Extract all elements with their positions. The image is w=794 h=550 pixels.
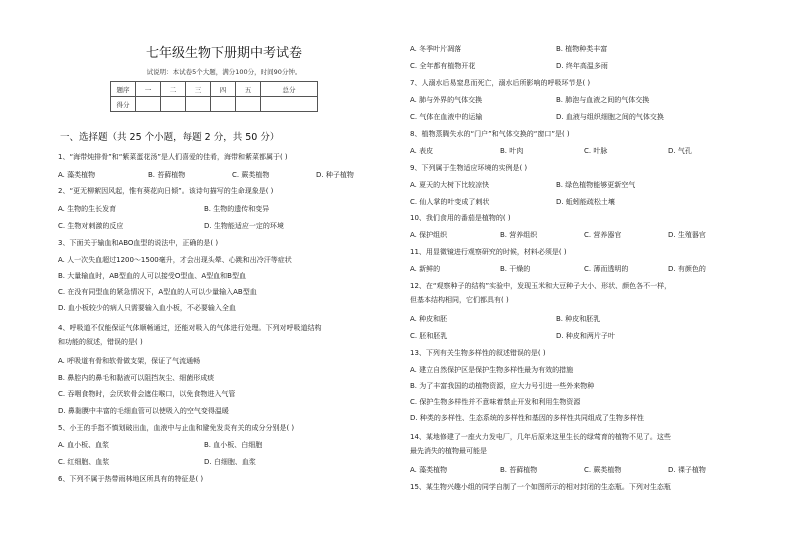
option: C. 胚和胚乳 [410, 332, 448, 340]
score-cell[interactable] [136, 97, 161, 112]
option: B. 种皮和胚乳 [556, 315, 601, 323]
question-10: 10、我们食用的番茄是植物的( ) [410, 214, 511, 222]
page-title: 七年级生物下册期中考试卷 [145, 46, 302, 61]
option: B. 鼻腔内的鼻毛和黏液可以阻挡灰尘、细菌形成痰 [58, 374, 215, 382]
option: D. 生物能适应一定的环境 [204, 222, 284, 230]
score-header-cell: 五 [236, 82, 261, 97]
question-6: 6、下列不属于热带雨林地区所具有的特征是( ) [58, 475, 204, 483]
option: C. 红细胞、血浆 [58, 458, 110, 466]
option: B. 叶肉 [500, 147, 524, 155]
option: B. 血小板、白细胞 [204, 441, 263, 449]
score-header-cell: 四 [211, 82, 236, 97]
option: C. 叶脉 [584, 147, 608, 155]
question-4: 4、呼吸道不仅能保证气体顺畅通过，还能对吸入的气体进行处理。下列对呼吸道结构 [58, 324, 322, 332]
option: B. 绿色植物能够更新空气 [556, 181, 636, 189]
option: B. 为了丰富我国的动植物资源，应大力号引进一些外来物种 [410, 382, 595, 390]
option: D. 终年高温多雨 [556, 62, 608, 70]
option: B. 生物的遗传和变异 [204, 205, 270, 213]
option: C. 全年都有植物开花 [410, 62, 476, 70]
option: C. 蕨类植物 [584, 466, 622, 474]
option: D. 鼻黏膜中丰富的毛细血管可以使吸入的空气变得温暖 [58, 407, 229, 415]
option: D. 种子植物 [316, 171, 354, 179]
question-13: 13、下列有关生物多样性的叙述错误的是( ) [410, 349, 546, 357]
question-12-cont: 但基本结构相同，它们都具有( ) [410, 296, 509, 304]
option: B. 苔藓植物 [148, 171, 186, 179]
option: C. 生物对刺激的反应 [58, 222, 124, 230]
option: D. 种皮和两片子叶 [556, 332, 615, 340]
option: A. 夏天的大树下比较凉快 [410, 181, 490, 189]
option: A. 人一次失血超过1200～1500毫升，才会出现头晕、心跳和出冷汗等症状 [58, 256, 292, 264]
score-value-row [111, 97, 318, 112]
option: D. 裸子植物 [668, 466, 706, 474]
score-cell[interactable] [186, 97, 211, 112]
score-cell[interactable] [211, 97, 236, 112]
option: D. 种类的多样性、生态系统的多样性和基因的多样性共同组成了生物多样性 [410, 414, 644, 422]
option: C. 保护生物多样性并不意味着禁止开发和利用生物资源 [410, 398, 581, 406]
option: C. 薄而透明的 [584, 265, 629, 273]
question-11: 11、用显微镜进行观察研究的时候，材料必须是( ) [410, 248, 567, 256]
option: C. 在没有同型血的紧急情况下，A型血的人可以少量输入AB型血 [58, 288, 257, 296]
section-heading: 一、选择题（共 25 个小题，每题 2 分，共 50 分） [60, 132, 280, 143]
option: C. 仙人掌的叶变成了刺状 [410, 198, 490, 206]
question-12: 12、在“观察种子的结构”实验中，发现玉米和大豆种子大小、形状、颜色各不一样， [410, 282, 672, 290]
option: A. 冬季叶片凋落 [410, 45, 462, 53]
option: D. 血小板较少的病人只需要输入血小板，不必要输入全血 [58, 304, 236, 312]
option: D. 血液与组织细胞之间的气体交换 [556, 113, 664, 121]
option: C. 营养器官 [584, 231, 622, 239]
score-cell[interactable] [261, 97, 318, 112]
option: C. 蕨类植物 [232, 171, 270, 179]
option: A. 保护组织 [410, 231, 448, 239]
question-8: 8、植物蒸腾失水的“门户”和气体交换的“窗口”是( ) [410, 130, 570, 138]
option: A. 生物的生长发育 [58, 205, 117, 213]
option: B. 干燥的 [500, 265, 531, 273]
score-header-cell: 总分 [261, 82, 318, 97]
option: A. 建立自然保护区是保护生物多样性最为有效的措施 [410, 366, 574, 374]
score-header-cell: 一 [136, 82, 161, 97]
option: D. 生殖器官 [668, 231, 706, 239]
question-2: 2、“更无柳絮因风起，惟有葵花向日倾”。该诗句描写的生命现象是( ) [58, 187, 274, 195]
option: A. 表皮 [410, 147, 434, 155]
score-header-cell: 三 [186, 82, 211, 97]
score-header-cell: 二 [161, 82, 186, 97]
option: A. 血小板、血浆 [58, 441, 110, 449]
option: B. 营养组织 [500, 231, 538, 239]
option: D. 有颜色的 [668, 265, 706, 273]
question-7: 7、人溺水后易窒息而死亡，溺水后所影响的呼吸环节是( ) [410, 79, 591, 87]
option: A. 新鲜的 [410, 265, 441, 273]
question-5: 5、小王的手指不慎划破出血，血液中与止血和避免发炎有关的成分分别是( ) [58, 424, 295, 432]
question-3: 3、下面关于输血和ABO血型的说法中，正确的是( ) [58, 239, 219, 247]
score-table [110, 81, 318, 112]
score-cell[interactable] [236, 97, 261, 112]
option: A. 藻类植物 [58, 171, 96, 179]
question-4-cont: 和功能的叙述，错误的是( ) [58, 338, 143, 346]
option: B. 肺泡与血液之间的气体交换 [556, 96, 650, 104]
option: A. 肺与外界的气体交换 [410, 96, 483, 104]
option: D. 气孔 [668, 147, 692, 155]
score-row-label: 得分 [111, 97, 136, 112]
option: A. 藻类植物 [410, 466, 448, 474]
score-cell[interactable] [161, 97, 186, 112]
option: A. 种皮和胚 [410, 315, 448, 323]
option: B. 苔藓植物 [500, 466, 538, 474]
option: B. 大量输血时，AB型血的人可以接受O型血、A型血和B型血 [58, 272, 246, 280]
option: B. 植物种类丰富 [556, 45, 608, 53]
option: A. 呼吸道有骨和软骨做支架，保证了气流通畅 [58, 357, 201, 365]
option: D. 蚯蚓能疏松土壤 [556, 198, 615, 206]
score-header-cell: 题序 [111, 82, 136, 97]
option: D. 白细胞、血浆 [204, 458, 256, 466]
option: C. 吞咽食物时，会厌软骨会遮住喉口，以免食物进入气管 [58, 390, 236, 398]
question-1: 1、“海带炖排骨”和“紫菜蛋花汤”是人们喜爱的佳肴，海带和紫菜都属于( ) [58, 153, 288, 161]
question-14: 14、某地修建了一座火力发电厂，几年后原来这里生长的绿莺育的植物不见了。这些 [410, 433, 671, 441]
question-9: 9、下列属于生物适应环境的实例是( ) [410, 164, 528, 172]
question-14-cont: 最先消失的植物最可能是 [410, 447, 487, 455]
question-15: 15、某生物兴趣小组的同学自制了一个如图所示的相对封闭的生态瓶。下列对生态瓶 [410, 483, 671, 491]
score-header-row [111, 82, 318, 97]
exam-instructions: 试说明：本试卷5个大题，满分100分，时间90分钟。 [146, 68, 302, 76]
option: C. 气体在血液中的运输 [410, 113, 483, 121]
